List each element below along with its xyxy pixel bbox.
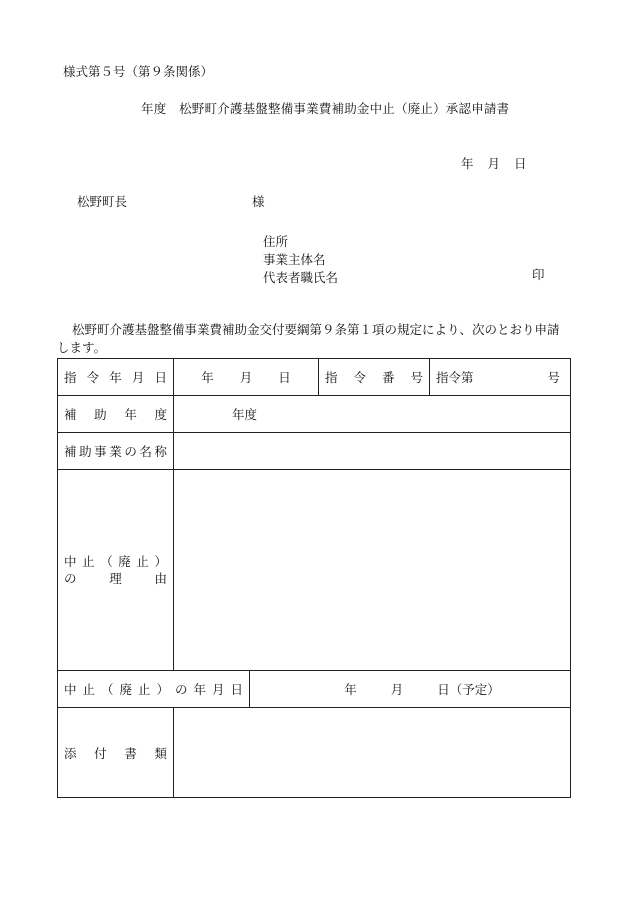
fiscal-year-field[interactable] <box>174 396 571 433</box>
table-row-fiscal-year <box>58 396 571 433</box>
directive-date-label: 指令年月日 <box>58 359 174 396</box>
table-row-stop-date <box>58 671 571 708</box>
stop-date-field[interactable] <box>250 671 571 708</box>
directive-date-year: 年 <box>201 370 214 385</box>
reason-label-line2: の理由 <box>64 571 167 586</box>
table-row-attachments <box>58 708 571 798</box>
application-date <box>461 158 527 171</box>
application-statement: 松野町介護基盤整備事業費補助金交付要綱第９条第１項の規定により、次のとおり申請します。 <box>57 322 560 355</box>
application-table <box>57 358 571 798</box>
addressee-honorific: 様 <box>252 194 265 209</box>
directive-number-field[interactable] <box>430 359 571 396</box>
directive-number-suffix: 号 <box>547 370 561 385</box>
stop-date-note: （予定） <box>449 682 500 697</box>
stop-date-day: 日（予定） <box>437 682 500 697</box>
directive-date-field[interactable] <box>174 359 319 396</box>
applicant-address-label: 住所 <box>263 234 289 249</box>
project-name-label: 補助事業の名称 <box>58 433 174 470</box>
directive-number-label: 指令番号 <box>319 359 430 396</box>
reason-label <box>58 470 174 671</box>
document-title: 年度 松野町介護基盤整備事業費補助金中止（廃止）承認申請書 <box>141 101 510 116</box>
project-name-field[interactable] <box>174 433 571 470</box>
date-month: 月 <box>487 156 501 171</box>
stop-date-month: 月 <box>390 682 404 697</box>
date-year: 年 <box>461 156 474 171</box>
stop-date-label: 中止（廃止）の年月日 <box>58 671 250 708</box>
applicant-block <box>263 233 338 287</box>
applicant-representative-label: 代表者職氏名 <box>263 270 339 285</box>
attachments-label: 添付書類 <box>58 708 174 798</box>
directive-date-month: 月 <box>239 370 253 385</box>
reason-label-line1: 中止（廃止） <box>64 554 167 569</box>
directive-date-day: 日 <box>278 370 291 385</box>
date-day: 日 <box>514 156 527 171</box>
fiscal-year-unit: 年度 <box>232 407 258 422</box>
reason-field[interactable] <box>174 470 571 671</box>
table-row-project-name <box>58 433 571 470</box>
directive-number-prefix: 指令第 <box>436 370 474 385</box>
table-row-reason <box>58 470 571 671</box>
fiscal-year-label: 補助年度 <box>58 396 174 433</box>
table-row-directive <box>58 359 571 396</box>
addressee-name: 松野町長 <box>77 194 128 209</box>
seal-mark: 印 <box>532 267 545 282</box>
applicant-entity-label: 事業主体名 <box>263 252 326 267</box>
stop-date-year: 年 <box>344 682 357 697</box>
attachments-field[interactable] <box>174 708 571 798</box>
form-number-label: 様式第５号（第９条関係） <box>63 64 214 79</box>
